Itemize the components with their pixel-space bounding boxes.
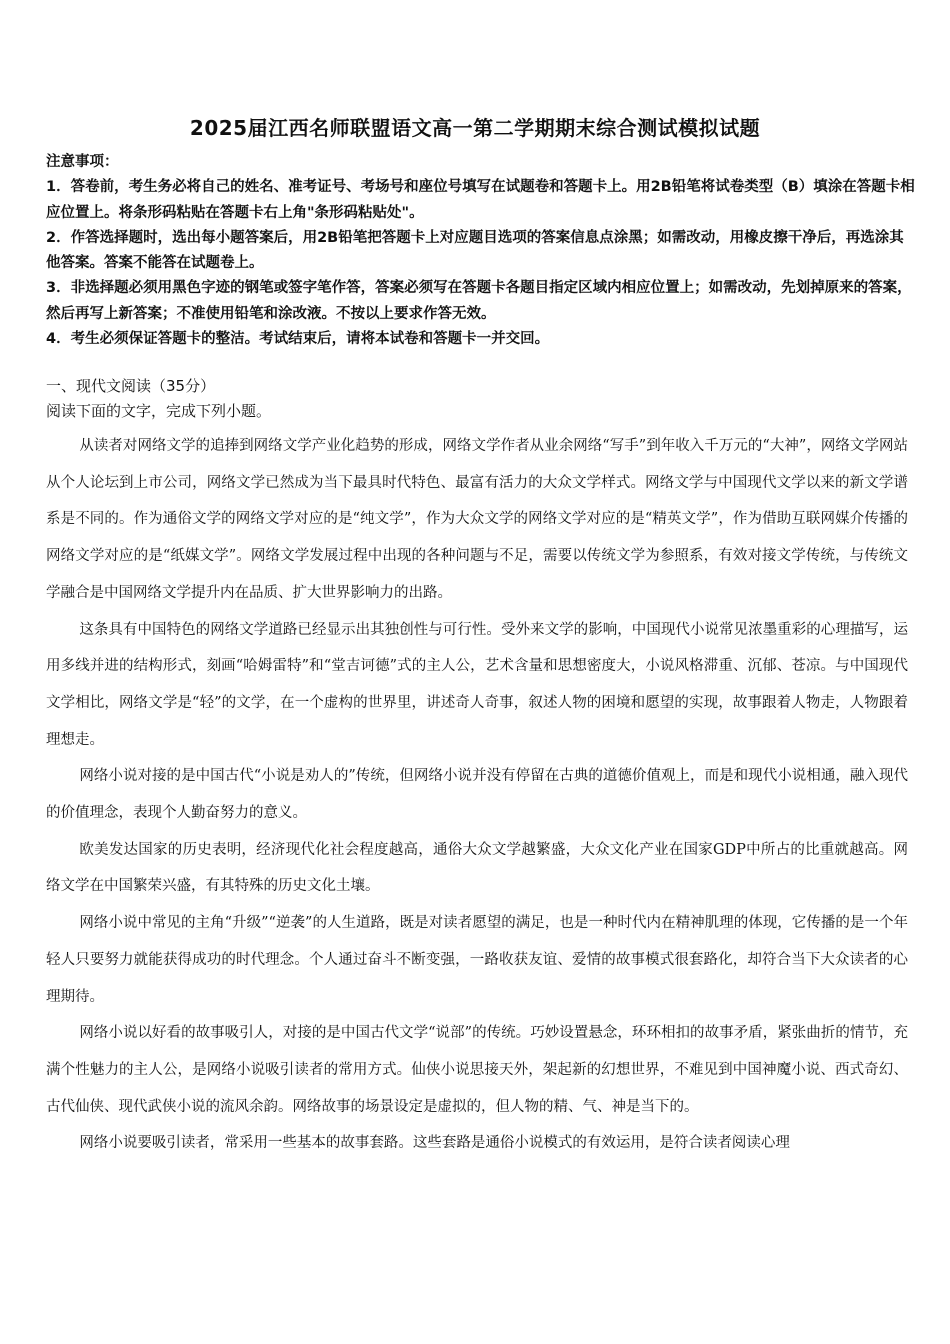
passage-paragraph: 网络小说中常见的主角“升级”“逆袭”的人生道路，既是对读者愿望的满足，也是一种时代内在精神肌理的体现，它传播的是一个年轻人只要努力就能获得成功的时代理念。个人通过奋斗不断变强，一路收获友谊、爱情的故事模式很套路化，却符合当下大众读者的心理期待。 xyxy=(46,915,908,1005)
notice-item: 1．答卷前，考生务必将自己的姓名、准考证号、考场号和座位号填写在试题卷和答题卡上。用2B铅笔将试卷类型（B）填涂在答题卡相应位置上。将条形码粘贴在答题卡右上角"条形码粘贴处"。 xyxy=(46,179,915,221)
passage-paragraph: 网络小说对接的是中国古代“小说是劝人的”传统，但网络小说并没有停留在古典的道德价值观上，而是和现代小说相通，融入现代的价值理念，表现个人勤奋努力的意义。 xyxy=(46,768,908,822)
notice-item: 3．非选择题必须用黑色字迹的钢笔或签字笔作答，答案必须写在答题卡各题目指定区域内相应位置上；如需改动，先划掉原来的答案，然后再写上新答案；不准使用铅笔和涂改液。不按以上要求作答无效。 xyxy=(46,280,912,322)
notice-block xyxy=(46,150,916,352)
section-instruction: 阅读下面的文字，完成下列小题。 xyxy=(46,402,272,420)
passage-paragraph: 欧美发达国家的历史表明，经济现代化社会程度越高，通俗大众文学越繁盛，大众文化产业在国家GDP中所占的比重就越高。网络文学在中国繁荣兴盛，有其特殊的历史文化土壤。 xyxy=(46,841,908,895)
passage-paragraph: 从读者对网络文学的追捧到网络文学产业化趋势的形成，网络文学作者从业余网络“写手”到年收入千万元的“大神”，网络文学网站从个人论坛到上市公司，网络文学已然成为当下最具时代特色、最富有活力的大众文学样式。网络文学与中国现代文学以来的新文学谱系是不同的。作为通俗文学的网络文学对应的是“纯文学”，作为大众文学的网络文学对应的是“精英文学”，作为借助互联网媒介传播的网络文学对应的是“纸媒文学”。网络文学发展过程中出现的各种问题与不足，需要以传统文学为参照系，有效对接文学传统，与传统文学融合是中国网络文学提升内在品质、扩大世界影响力的出路。 xyxy=(46,438,908,601)
reading-passage xyxy=(46,428,908,1162)
page-title: 2025届江西名师联盟语文高一第二学期期末综合测试模拟试题 xyxy=(189,116,761,140)
notice-heading: 注意事项： xyxy=(46,154,119,170)
passage-paragraph: 网络小说以好看的故事吸引人，对接的是中国古代文学“说部”的传统。巧妙设置悬念，环环相扣的故事矛盾，紧张曲折的情节，充满个性魅力的主人公，是网络小说吸引读者的常用方式。仙侠小说思接天外，架起新的幻想世界，不难见到中国神魔小说、西式奇幻、古代仙侠、现代武侠小说的流风余韵。网络故事的场景设定是虚拟的，但人物的精、气、神是当下的。 xyxy=(46,1025,908,1115)
passage-paragraph: 这条具有中国特色的网络文学道路已经显示出其独创性与可行性。受外来文学的影响，中国现代小说常见浓墨重彩的心理描写，运用多线并进的结构形式，刻画“哈姆雷特”和“堂吉诃德”式的主人公，艺术含量和思想密度大，小说风格滞重、沉郁、苍凉。与中国现代文学相比，网络文学是“轻”的文学，在一个虚构的世界里，讲述奇人奇事，叙述人物的困境和愿望的实现，故事跟着人物走，人物跟着理想走。 xyxy=(46,621,908,748)
notice-item: 4．考生必须保证答题卡的整洁。考试结束后，请将本试卷和答题卡一并交回。 xyxy=(46,331,550,348)
section-heading: 一、现代文阅读（35分） xyxy=(46,377,216,395)
section-header xyxy=(46,374,916,424)
passage-paragraph: 网络小说要吸引读者，常采用一些基本的故事套路。这些套路是通俗小说模式的有效运用，是符合读者阅读心理 xyxy=(79,1135,790,1152)
notice-item: 2．作答选择题时，选出每小题答案后，用2B铅笔把答题卡上对应题目选项的答案信息点涂黑；如需改动，用橡皮擦干净后，再选涂其他答案。答案不能答在试题卷上。 xyxy=(46,229,904,272)
